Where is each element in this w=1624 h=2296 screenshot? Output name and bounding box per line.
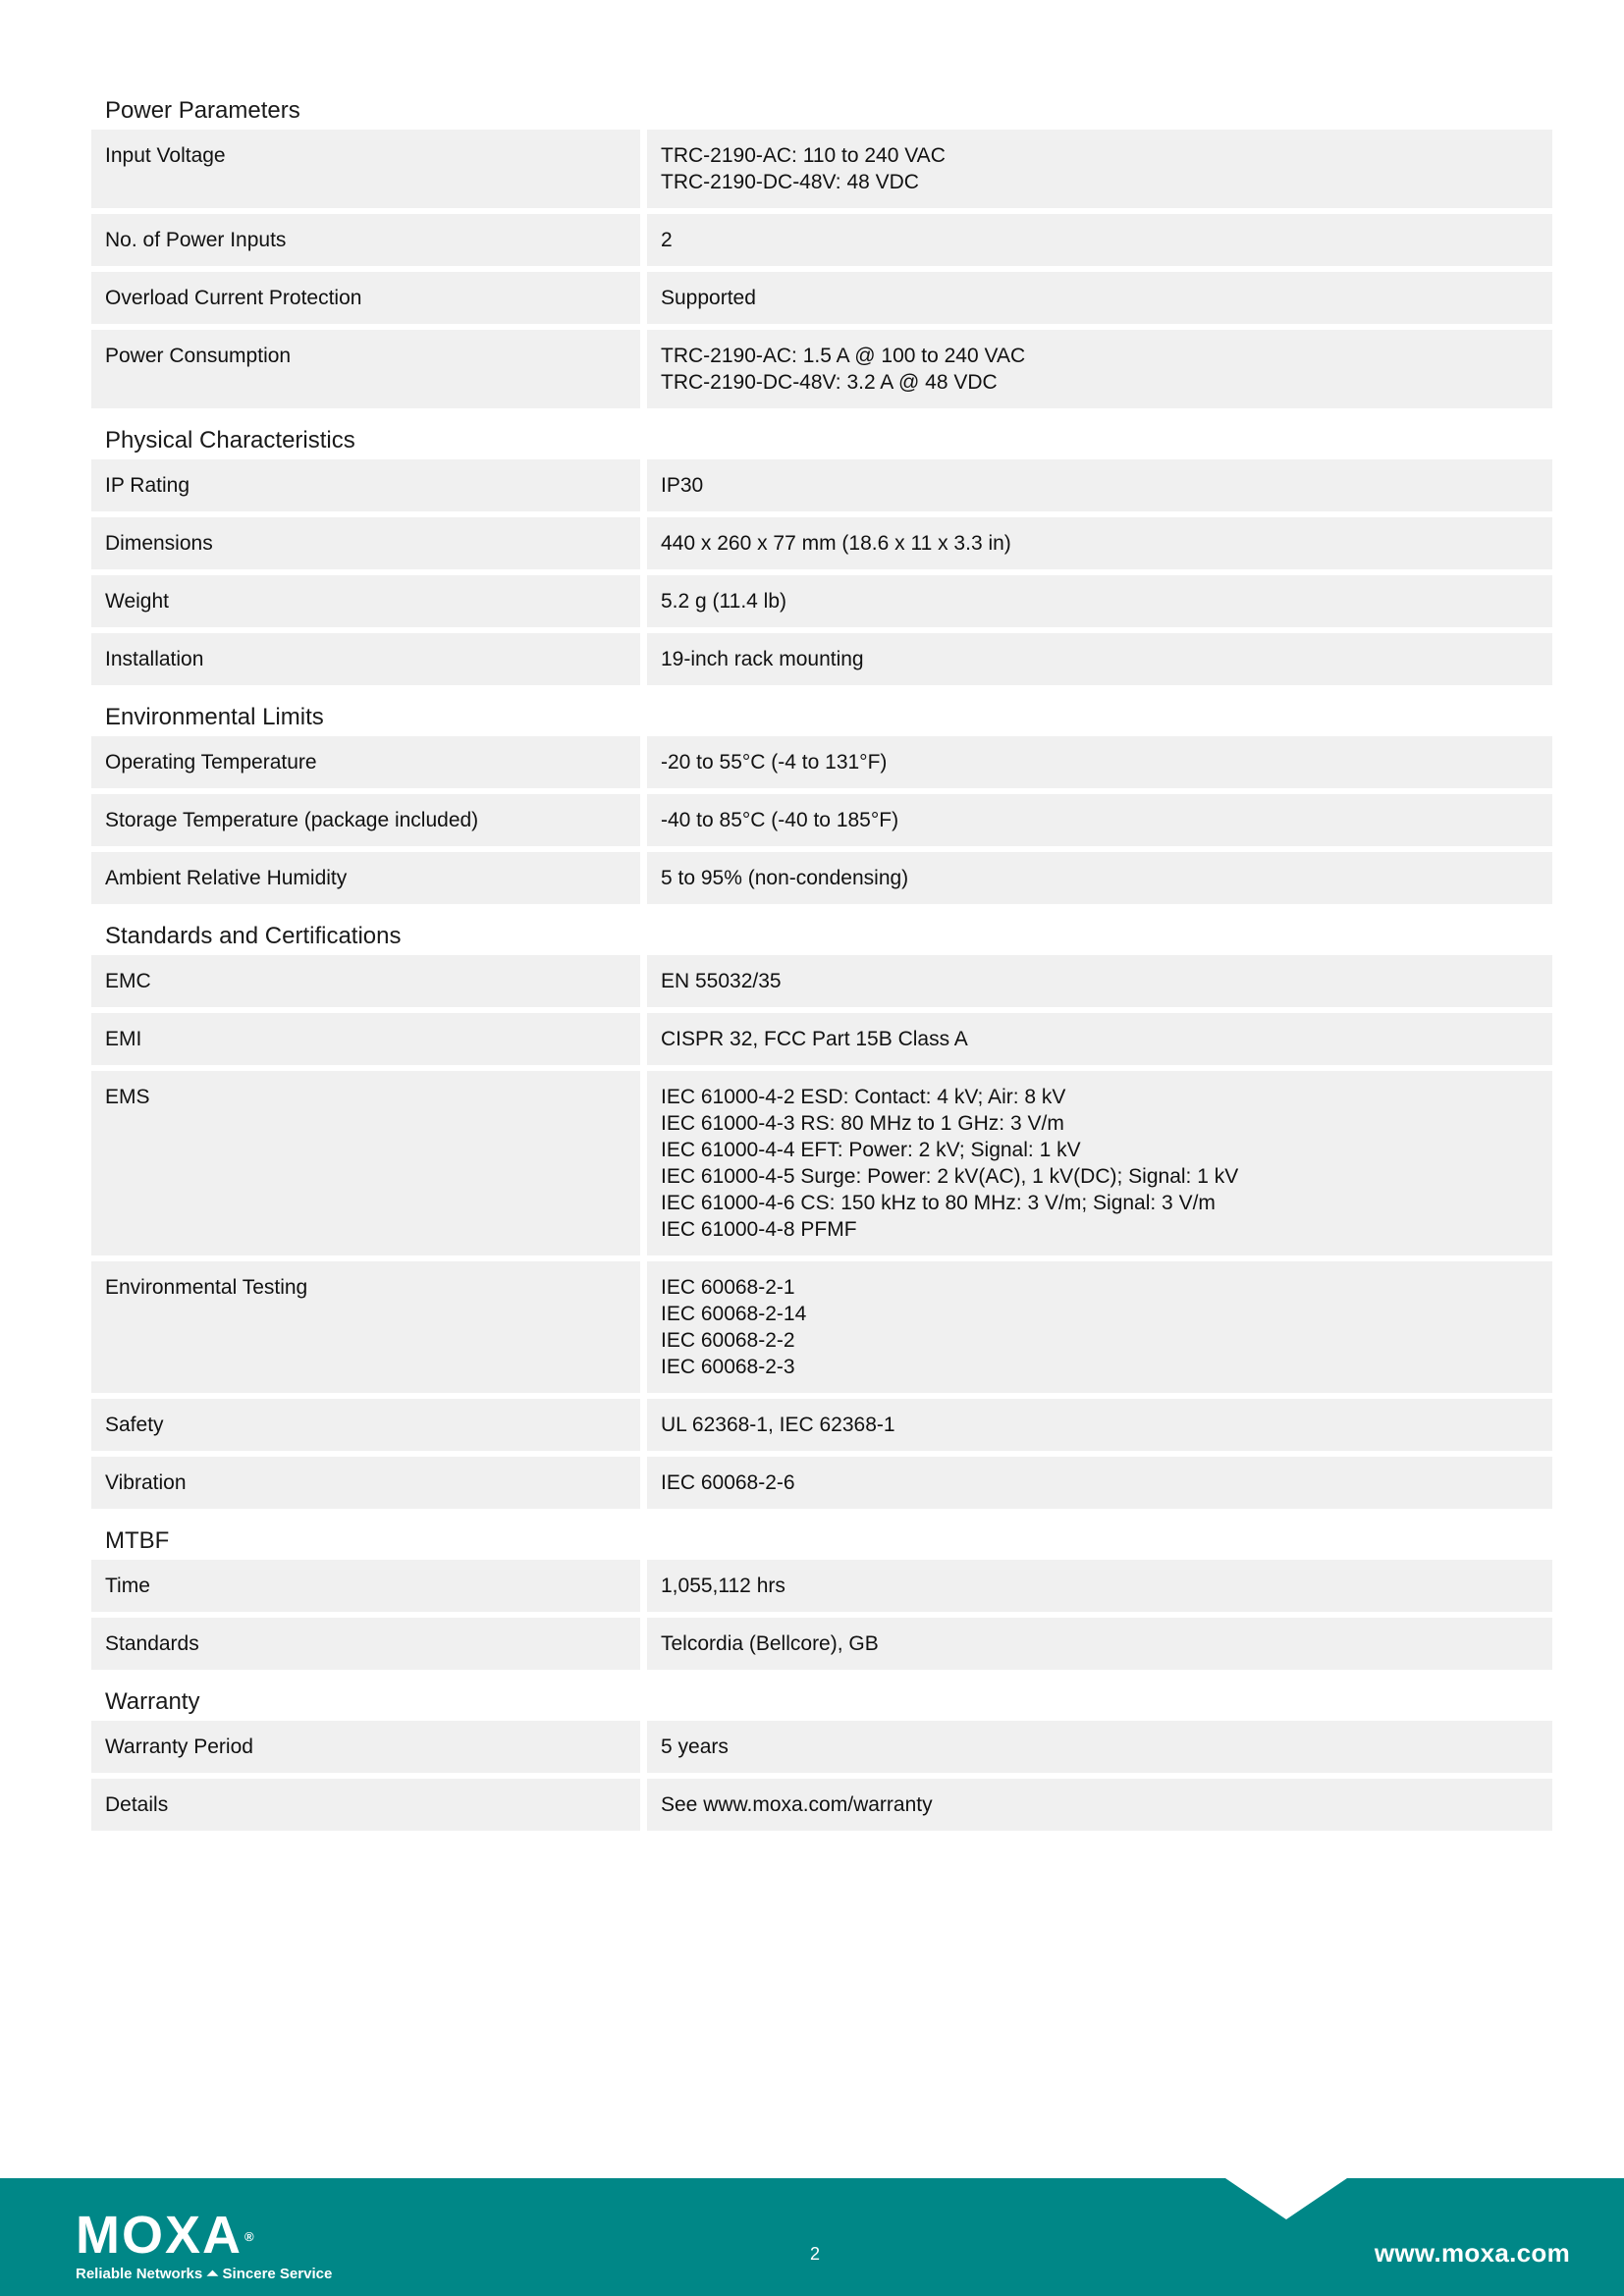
spec-value [647,852,1552,904]
spec-value-line: -40 to 85°C (-40 to 185°F) [661,809,899,831]
spec-value-line: IEC 60068-2-14 [661,1303,807,1325]
spec-value [647,1071,1552,1255]
spec-value-line: CISPR 32, FCC Part 15B Class A [661,1028,968,1050]
spec-value [647,1779,1552,1831]
spec-row [91,214,1552,266]
spec-label: Input Voltage [91,130,640,208]
spec-value [647,1457,1552,1509]
spec-value-line: IEC 60068-2-2 [661,1329,795,1352]
spec-row [91,633,1552,685]
spec-row [91,1261,1552,1393]
spec-value-line: IEC 61000-4-3 RS: 80 MHz to 1 GHz: 3 V/m [661,1112,1064,1135]
spec-row [91,272,1552,324]
spec-label: Installation [91,633,640,685]
spec-value-line: 19-inch rack mounting [661,648,864,670]
registered-mark: ® [244,2229,256,2244]
spec-row [91,1071,1552,1255]
spec-value [647,1721,1552,1773]
spec-value [647,1013,1552,1065]
spec-label: Ambient Relative Humidity [91,852,640,904]
spec-label: Storage Temperature (package included) [91,794,640,846]
section-title: Power Parameters [105,97,300,124]
logo-tagline: Reliable Networks ⏶ Sincere Service [76,2266,333,2282]
spec-value [647,214,1552,266]
moxa-logo [76,2206,333,2282]
spec-value-line: IEC 60068-2-1 [661,1276,795,1299]
spec-value-line: TRC-2190-AC: 1.5 A @ 100 to 240 VAC [661,345,1026,367]
spec-label: Environmental Testing [91,1261,640,1393]
spec-label: No. of Power Inputs [91,214,640,266]
spec-value [647,517,1552,569]
spec-label: Details [91,1779,640,1831]
footer-notch-shape [1225,2178,1347,2219]
spec-value-line: IEC 61000-4-2 ESD: Contact: 4 kV; Air: 8 kV [661,1086,1066,1108]
spec-label: EMS [91,1071,640,1255]
section-title: Physical Characteristics [105,427,355,454]
spec-value-line: 5 years [661,1735,729,1758]
page-number: 2 [809,2244,820,2264]
spec-value [647,633,1552,685]
spec-value [647,1618,1552,1670]
spec-value [647,330,1552,408]
spec-row [91,130,1552,208]
spec-label: Weight [91,575,640,627]
section-title: Standards and Certifications [105,923,402,949]
spec-value-line: See www.moxa.com/warranty [661,1793,933,1816]
spec-value [647,955,1552,1007]
spec-row [91,575,1552,627]
spec-value-line: IEC 60068-2-3 [661,1356,795,1378]
section-title: MTBF [105,1527,170,1554]
spec-value-line: IEC 60068-2-6 [661,1471,795,1494]
spec-value [647,575,1552,627]
spec-row [91,1399,1552,1451]
spec-label: Safety [91,1399,640,1451]
spec-row [91,1560,1552,1612]
spec-label: IP Rating [91,459,640,511]
spec-value-line: UL 62368-1, IEC 62368-1 [661,1414,895,1436]
spec-row [91,1013,1552,1065]
spec-value-line: -20 to 55°C (-4 to 131°F) [661,751,888,774]
spec-label: Warranty Period [91,1721,640,1773]
spec-row [91,1457,1552,1509]
spec-value-line: 1,055,112 hrs [661,1575,785,1597]
spec-value [647,1261,1552,1393]
spec-value [647,1560,1552,1612]
section-title: Warranty [105,1688,200,1715]
spec-label: Overload Current Protection [91,272,640,324]
spec-value-line: EN 55032/35 [661,970,782,992]
spec-value-line: Supported [661,287,756,309]
spec-value [647,130,1552,208]
website-link[interactable]: www.moxa.com [1374,2238,1570,2268]
spec-value-line: IEC 61000-4-6 CS: 150 kHz to 80 MHz: 3 V/m; Signal: 3 V/m [661,1192,1216,1214]
spec-label: EMC [91,955,640,1007]
spec-value-line: IEC 61000-4-8 PFMF [661,1218,857,1241]
spec-value-line: 440 x 260 x 77 mm (18.6 x 11 x 3.3 in) [661,532,1011,555]
spec-value-line: Telcordia (Bellcore), GB [661,1632,879,1655]
spec-label: Time [91,1560,640,1612]
spec-label: Vibration [91,1457,640,1509]
logo-wordmark: MOXA ® [76,2206,256,2265]
spec-value [647,459,1552,511]
spec-value-line: 5 to 95% (non-condensing) [661,867,909,889]
spec-value [647,1399,1552,1451]
spec-row [91,517,1552,569]
spec-row [91,330,1552,408]
spec-label: Standards [91,1618,640,1670]
spec-value-line: IP30 [661,474,704,497]
spec-value-line: IEC 61000-4-4 EFT: Power: 2 kV; Signal: 1 kV [661,1139,1081,1161]
spec-label: EMI [91,1013,640,1065]
spec-row [91,1721,1552,1773]
spec-value [647,736,1552,788]
spec-row [91,1618,1552,1670]
spec-label: Operating Temperature [91,736,640,788]
spec-value-line: TRC-2190-DC-48V: 48 VDC [661,171,919,193]
spec-value [647,272,1552,324]
spec-label: Power Consumption [91,330,640,408]
spec-value-line: TRC-2190-DC-48V: 3.2 A @ 48 VDC [661,371,998,394]
spec-table [91,84,1552,1837]
section-title: Environmental Limits [105,704,324,730]
spec-row [91,794,1552,846]
spec-label: Dimensions [91,517,640,569]
spec-row [91,852,1552,904]
spec-row [91,736,1552,788]
spec-value-line: IEC 61000-4-5 Surge: Power: 2 kV(AC), 1 kV(DC); Signal: 1 kV [661,1165,1239,1188]
spec-value-line: TRC-2190-AC: 110 to 240 VAC [661,144,946,167]
spec-row [91,459,1552,511]
spec-row [91,955,1552,1007]
spec-row [91,1779,1552,1831]
spec-value-line: 2 [661,229,673,251]
spec-value-line: 5.2 g (11.4 lb) [661,590,787,613]
spec-value [647,794,1552,846]
